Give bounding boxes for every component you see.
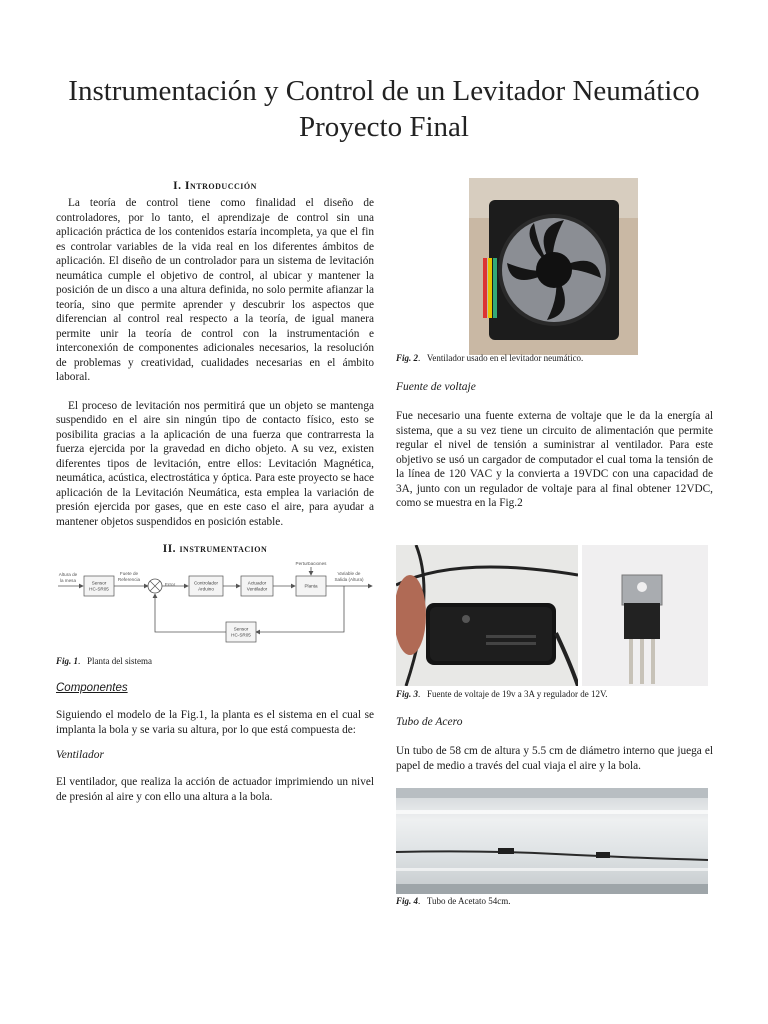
diagram-disturbance-label: Perturbaciones — [295, 562, 327, 566]
diagram-feedback-sensor-text-1: Sensor — [233, 626, 249, 632]
components-paragraph: Siguiendo el modelo de la Fig.1, la planta es el sistema en el cual se implanta la bola y se varia su altura, por lo que está compuesta de: — [56, 709, 374, 736]
fig2-label: Fig. 2 — [396, 353, 419, 363]
diagram-controller-text-1: Controlador — [193, 580, 219, 586]
fig3-caption: Fig. 3. Fuente de voltaje de 19v a 3A y regulador de 12V. — [396, 689, 608, 699]
intro-paragraph-2: El proceso de levitación nos permitirá que un objeto se mantenga suspendido en el aire sin ningún tipo de contacto físico, esto se posibilita gracias a la aplicación de una fuerza que contrarresta la fuerza ejercida por la gravedad en dicho objeto. A su vez, existen diferentes tipos de levitación, entre ellos: Levitación Magnética, neumática, acústica, electrostática y óptica. Para este proyecto se hace aplicación de la Levitación Neumática, esta emplea la variación de presión ejercida por gases, que en este caso el aire, para ayudar a mantener objetos suspendidos en posición estable. — [56, 399, 374, 528]
section-number: I. — [173, 180, 182, 192]
section-title: Introducción — [184, 178, 257, 192]
fig2-text: Ventilador usado en el levitador neumático. — [426, 353, 584, 363]
diagram-ref-label-2: Referencia — [117, 577, 141, 582]
fig2-caption: Fig. 2. Ventilador usado en el levitador neumático. — [396, 353, 584, 363]
diagram-input-label-1: Altura de — [58, 572, 78, 577]
fan-paragraph: El ventilador, que realiza la acción de actuador imprimiendo un nivel de presión al aire y con ello una altura a la bola. — [56, 776, 374, 803]
voltage-paragraph: Fue necesario una fuente externa de voltaje que le da la energía al sistema, que a su vez tiene un circuito de alimentación que permite regular el nivel de tensión a suministrar al ventilador. Para este objetivo se usó un cargador de computador el cual toma la tensión de la línea de 120 VAC y la convierta a 19VDC con una capacidad de 3A, junto con un regulador de voltaje para al final obtener 12VDC, como se muestra en la Fig.2 — [396, 410, 713, 509]
fig4-text: Tubo de Acetato 54cm. — [426, 896, 511, 906]
section-number: II. — [162, 543, 177, 555]
fig1-text: Planta del sistema — [87, 656, 153, 666]
diagram-actuator-text-2: Ventilador — [246, 586, 268, 592]
fig3-label: Fig. 3 — [396, 689, 419, 699]
section-title: instrumentacion — [179, 541, 268, 555]
regulator-photo — [582, 545, 708, 686]
diagram-output-label-2: Salida (Altura) — [334, 577, 364, 582]
diagram-error-label: Error — [164, 582, 176, 587]
section-heading-instrumentacion — [56, 541, 374, 556]
fan-icon — [469, 178, 638, 355]
tube-heading: Tubo de Acero — [396, 716, 463, 728]
diagram-actuator-text-1: Actuador — [247, 580, 267, 586]
diagram-sensor-text-1: Sensor — [91, 580, 107, 586]
section-heading-intro — [56, 178, 374, 193]
power-adapter-icon — [396, 545, 578, 686]
paper-title: Instrumentación y Control de un Levitador Neumático — [68, 75, 700, 107]
fig1-caption: Fig. 1. Planta del sistema — [56, 656, 153, 666]
tube-photo — [396, 788, 708, 894]
left-column — [56, 178, 374, 804]
diagram-ref-label-1: Fuete de — [119, 571, 139, 576]
diagram-controller-text-2: Arduino — [198, 586, 214, 592]
paper-subtitle: Proyecto Final — [299, 111, 469, 143]
fan-photo — [469, 178, 638, 355]
fig4-label: Fig. 4 — [396, 896, 419, 906]
intro-paragraph-1: La teoría de control tiene como finalidad el diseño de controladores, por lo tanto, el aprendizaje de control sin una aplicación práctica de los contenidos estaría incompleta, ya que el fin es controlar variables de la vida real en los diferentes ámbitos de aplicación. El diseño de un controlador para un sistema de levitación neumática cumple el objetivo de control, al ubicar y mantener la posición de un disco a una altura definida, no solo permite afianzar la teoría, sino que permite aprender y descubrir los aspectos que diferencian al control real respecto a la teoría, de igual manera permite unir la teoría de control con la instrumentación e interconexión de componentes adicionales necesarios, la resolución de problemas y creatividad, cualidades necesarias en el ámbito laboral. — [56, 197, 374, 383]
fig3-text: Fuente de voltaje de 19v a 3A y regulador de 12V. — [427, 689, 608, 699]
diagram-feedback-sensor-text-2: HC-SR05 — [231, 632, 251, 638]
voltage-regulator-icon — [582, 545, 708, 686]
components-heading: Componentes — [56, 682, 128, 694]
charger-photo — [396, 545, 578, 686]
fan-heading: Ventilador — [56, 749, 104, 761]
diagram-plant-text: Planta — [304, 583, 318, 589]
diagram-output-label-1: Variable de — [337, 571, 361, 576]
acetate-tube-icon — [396, 788, 708, 894]
tube-paragraph: Un tubo de 58 cm de altura y 5.5 cm de diámetro interno que juega el papel de medio a través del cual viaja el aire y la bola. — [396, 745, 713, 772]
diagram-sensor-text-2: HC-SR05 — [89, 586, 109, 592]
diagram-input-label-2: la mesa — [59, 578, 77, 583]
fig4-caption: Fig. 4. Tubo de Acetato 54cm. — [396, 896, 511, 906]
voltage-heading: Fuente de voltaje — [396, 381, 476, 393]
block-diagram — [56, 562, 374, 654]
fig1-label: Fig. 1 — [56, 656, 79, 666]
